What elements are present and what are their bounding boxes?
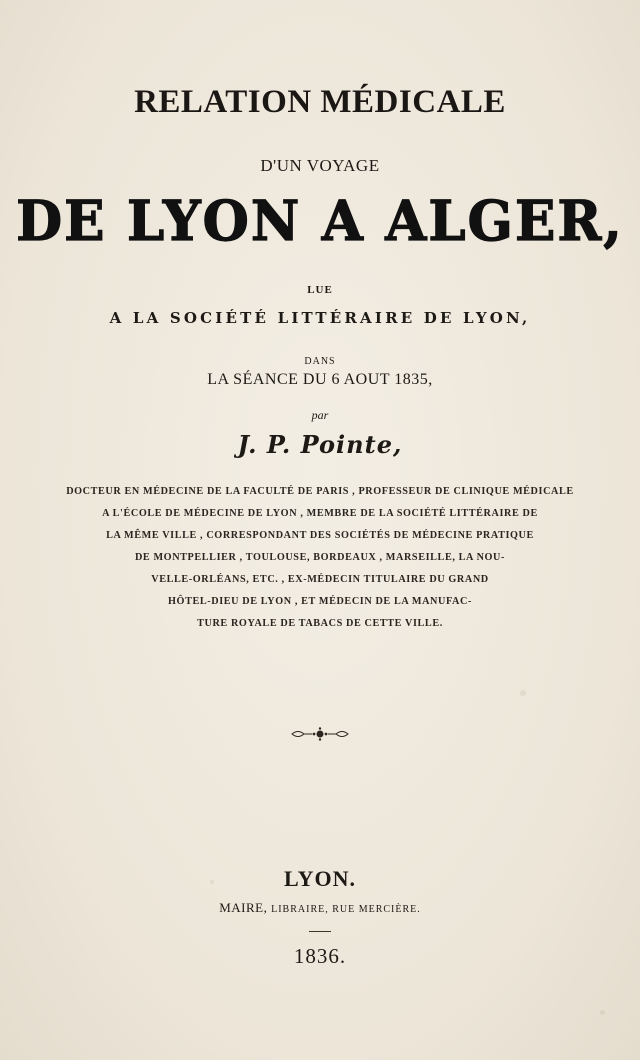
imprint-publisher (0, 900, 640, 916)
author-credentials-line: DOCTEUR EN MÉDECINE DE LA FACULTÉ DE PARIS , PROFESSEUR DE CLINIQUE MÉDICALE (66, 486, 574, 497)
imprint-rule (309, 931, 331, 932)
imprint-year: 1836. (293, 944, 347, 968)
publisher-name: MAIRE, (219, 900, 268, 915)
imprint-city: LYON. (283, 866, 357, 891)
lue-label: LUE (307, 284, 333, 296)
paper-spot (520, 690, 526, 696)
seance-date: LA SÉANCE DU 6 AOUT 1835, (207, 371, 433, 388)
main-title: RELATION MÉDICALE (134, 84, 506, 120)
fleuron-ornament-icon (290, 726, 350, 742)
dans-label: DANS (304, 356, 336, 367)
author-name: J. P. Pointe, (237, 430, 403, 459)
society-line: A LA SOCIÉTÉ LITTÉRAIRE DE LYON, (109, 309, 531, 327)
author-credentials-line: TURE ROYALE DE TABACS DE CETTE VILLE. (197, 618, 443, 629)
paper-spot (600, 1010, 605, 1015)
author-credentials-line: HÔTEL-DIEU DE LYON , ET MÉDECIN DE LA MANUFAC- (168, 596, 472, 607)
par-label: par (311, 408, 329, 422)
author-credentials-line: A L'ÉCOLE DE MÉDECINE DE LYON , MEMBRE DE LA SOCIÉTÉ LITTÉRAIRE DE (102, 508, 538, 519)
publisher-address: LIBRAIRE, RUE MERCIÈRE. (271, 904, 421, 915)
subtitle-voyage: D'UN VOYAGE (260, 156, 380, 175)
author-credentials-line: VELLE-ORLÉANS, ETC. , EX-MÉDECIN TITULAIRE DU GRAND (151, 574, 489, 585)
headline-lyon-alger: DE LYON A ALGER, (16, 188, 624, 254)
author-credentials-line: DE MONTPELLIER , TOULOUSE, BORDEAUX , MARSEILLE, LA NOU- (134, 552, 506, 563)
author-credentials-line: LA MÊME VILLE , CORRESPONDANT DES SOCIÉTÉS DE MÉDECINE PRATIQUE (106, 530, 534, 541)
